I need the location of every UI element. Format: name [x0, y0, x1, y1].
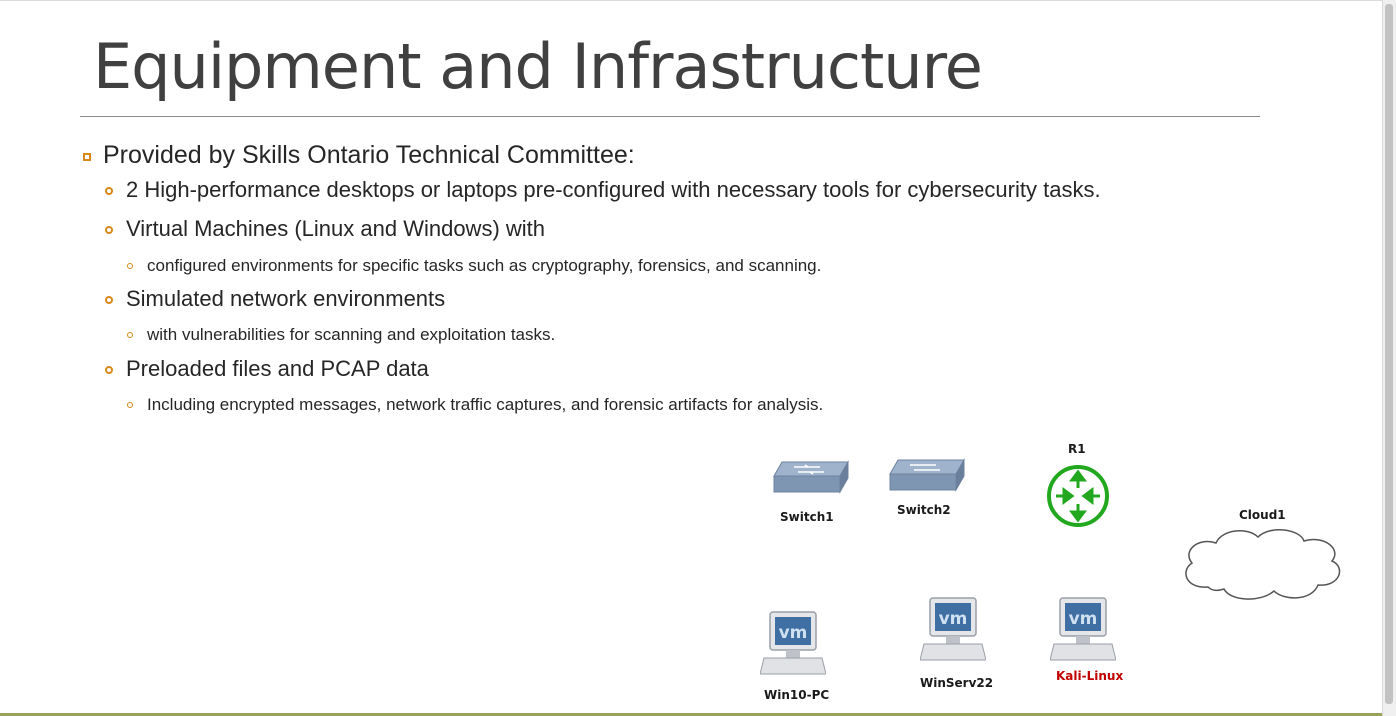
- square-bullet-icon: [83, 153, 91, 161]
- sub-list-item: with vulnerabilities for scanning and exploitation tasks.: [147, 325, 556, 344]
- sub-list-item: Including encrypted messages, network traffic captures, and forensic artifacts for analysis.: [147, 395, 824, 414]
- circle-bullet-icon: [105, 366, 113, 374]
- vm-icon: [920, 596, 986, 668]
- vm-icon: [760, 610, 826, 682]
- node-label: Cloud1: [1239, 508, 1286, 522]
- node-label: Win10-PC: [764, 688, 830, 702]
- svg-text:vm: vm: [938, 609, 968, 629]
- top-divider: [0, 0, 1383, 1]
- heading-bullet: Provided by Skills Ontario Technical Committee:: [103, 141, 635, 169]
- cloud-icon: [1178, 525, 1346, 603]
- list-item: Preloaded files and PCAP data: [126, 356, 429, 381]
- list-item: Virtual Machines (Linux and Windows) with: [126, 216, 545, 241]
- list-item: 2 High-performance desktops or laptops pre-configured with necessary tools for cybersecurity tasks.: [126, 177, 1101, 202]
- svg-text:vm: vm: [1068, 609, 1098, 629]
- switch-icon: [772, 458, 850, 496]
- small-circle-bullet-icon: [127, 402, 133, 408]
- small-circle-bullet-icon: [127, 332, 133, 338]
- node-label: R1: [1068, 442, 1086, 456]
- circle-bullet-icon: [105, 296, 113, 304]
- list-item: Simulated network environments: [126, 286, 446, 311]
- circle-bullet-icon: [105, 187, 113, 195]
- node-label: Switch2: [897, 503, 951, 517]
- small-circle-bullet-icon: [127, 263, 133, 269]
- title-divider: [80, 116, 1260, 117]
- router-icon: [1046, 464, 1110, 528]
- circle-bullet-icon: [105, 226, 113, 234]
- vm-icon: [1050, 596, 1116, 668]
- scrollbar-thumb[interactable]: [1385, 4, 1393, 704]
- network-topology-diagram: [740, 430, 1360, 715]
- sub-list-item: configured environments for specific tasks such as cryptography, forensics, and scanning.: [147, 256, 822, 275]
- switch-icon: [888, 456, 966, 494]
- slide-title: Equipment and Infrastructure: [93, 30, 982, 103]
- vertical-scrollbar[interactable]: [1382, 0, 1396, 716]
- node-label: Switch1: [780, 510, 834, 524]
- svg-text:vm: vm: [778, 623, 808, 643]
- node-label: Kali-Linux: [1056, 669, 1124, 683]
- node-label: WinServ22: [920, 676, 994, 690]
